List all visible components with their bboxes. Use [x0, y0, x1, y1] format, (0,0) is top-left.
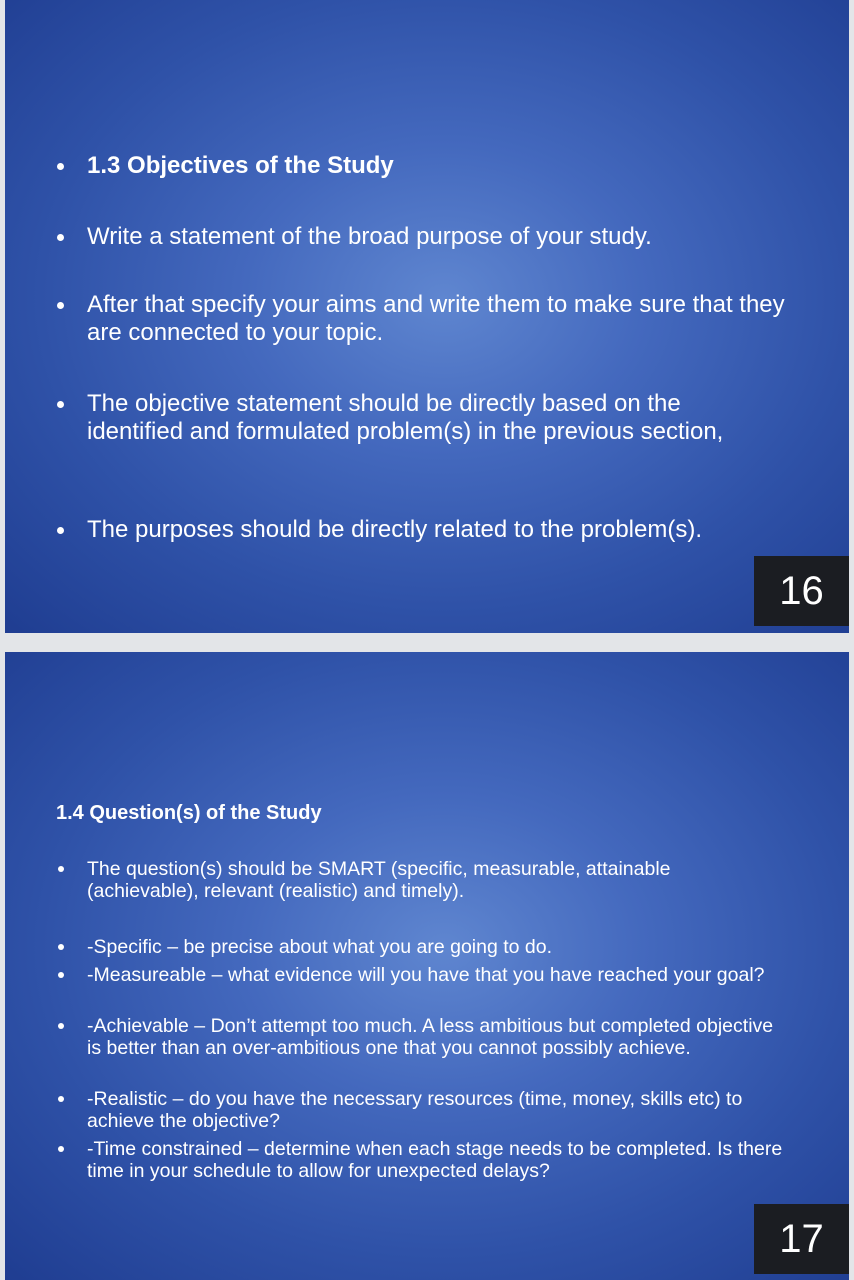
bullet-text: Write a statement of the broad purpose of your study. — [87, 223, 652, 250]
page-number: 16 — [754, 556, 849, 626]
bullet-text: After that specify your aims and write them to make sure that they are connected to your topic. — [87, 291, 785, 346]
slide16-bullet — [87, 516, 827, 544]
slide16-bullet — [87, 223, 827, 251]
bullet-text: -Specific – be precise about what you are going to do. — [87, 936, 553, 958]
bullet-dot — [58, 866, 64, 872]
objectives-heading: 1.3 Objectives of the Study — [87, 152, 394, 179]
bullet-text: -Achievable – Don’t attempt too much. A less ambitious but completed objective is better than an over-ambitious one that you cannot possibly achieve. — [87, 1015, 774, 1059]
bullet-text: -Measureable – what evidence will you have that you have reached your goal? — [87, 964, 765, 986]
slide16-bullet — [87, 291, 787, 347]
slide17-bullet — [87, 1138, 817, 1182]
questions-heading: 1.4 Question(s) of the Study — [56, 802, 322, 824]
bullet-dot — [57, 401, 64, 408]
slide-16 — [5, 0, 849, 633]
bullet-dot — [57, 234, 64, 241]
slide-17 — [5, 652, 849, 1280]
bullet-dot — [57, 527, 64, 534]
bullet-dot — [57, 163, 64, 170]
bullet-dot — [58, 944, 64, 950]
slide17-bullet — [87, 964, 787, 986]
bullet-dot — [58, 972, 64, 978]
slide17-bullet — [87, 1088, 787, 1132]
bullet-dot — [58, 1146, 64, 1152]
slide16-bullet — [87, 390, 767, 446]
bullet-text: The objective statement should be directly based on the identified and formulated problem(s) in the previous section, — [87, 390, 724, 445]
bullet-dot — [57, 302, 64, 309]
bullet-text: The question(s) should be SMART (specific, measurable, attainable (achievable), relevant (realistic) and timely). — [87, 858, 671, 902]
bullet-text: -Realistic – do you have the necessary resources (time, money, skills etc) to achieve the objective? — [87, 1088, 743, 1132]
bullet-dot — [58, 1096, 64, 1102]
slide17-bullet — [87, 936, 827, 958]
slide16-bullet-heading — [87, 152, 827, 180]
bullet-text: -Time constrained – determine when each stage needs to be completed. Is there time in your schedule to allow for unexpected delays? — [87, 1138, 783, 1182]
page-number: 17 — [754, 1204, 849, 1274]
bullet-text: The purposes should be directly related to the problem(s). — [87, 516, 702, 543]
slide17-bullet — [87, 858, 747, 902]
bullet-dot — [58, 1023, 64, 1029]
slide17-bullet — [87, 1015, 777, 1059]
